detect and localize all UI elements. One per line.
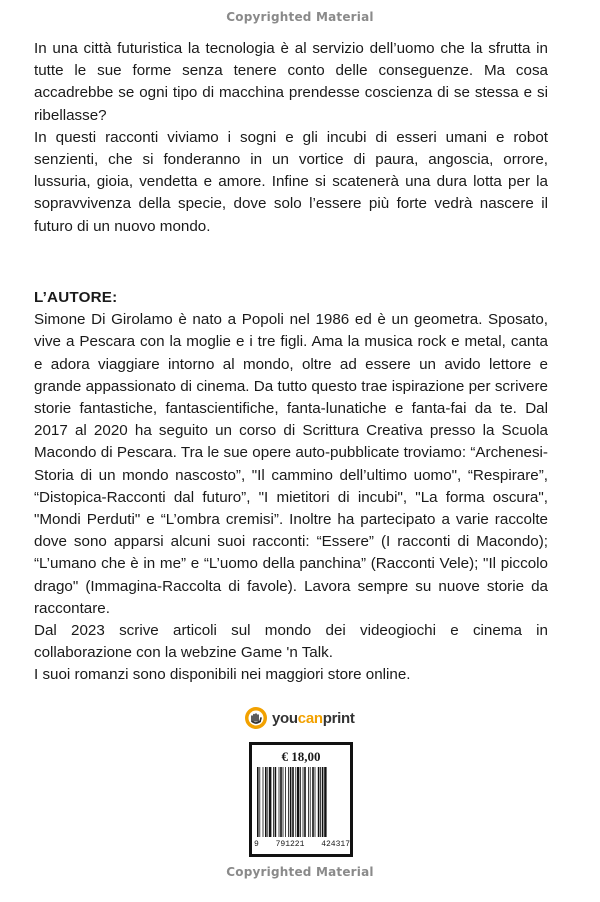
copyright-watermark-bottom: Copyrighted Material — [226, 865, 374, 879]
barcode-bar — [279, 767, 280, 837]
barcode-bar — [312, 767, 314, 837]
barcode-bar — [295, 767, 296, 837]
barcode-bar — [288, 767, 289, 837]
barcode-bar — [267, 767, 268, 837]
barcode-bar — [285, 767, 286, 837]
barcode-bar — [304, 767, 306, 837]
barcode-bar — [263, 767, 264, 837]
isbn-right-digits: 424317 — [321, 840, 350, 849]
barcode-bars — [256, 767, 348, 839]
barcode-bar — [283, 767, 284, 837]
barcode-bar — [275, 767, 277, 837]
author-bio-paragraph: I suoi romanzi sono disponibili nei maggiori store online. — [34, 666, 411, 684]
author-bio-paragraph: Simone Di Girolamo è nato a Popoli nel 1986 ed è un geometra. Sposato, vive a Pescara con la moglie e i tre figli. Ama la musica rock e metal, canta e adora viaggiare intorno al mondo, oltre ad essere un avido lettore e grande appassionato di cinema. Da tutto questo trae ispirazione per scrivere storie fantastiche, fantascientifiche, fanta-lunatiche e fanta-fai da te. Dal 2017 al 2020 ha seguito un corso di Scrittura Creativa presso la Scuola Macondo di Pescara. Tra le sue opere auto-pubblicate troviamo: “Archenesi-Storia di un mondo nascosto”, "Il cammino dell’ultimo uomo", “Respirare”, “Distopica-Racconti dal futuro”, "I mietitori di incubi", "La forma oscura", "Mondi Perduti" e “L’ombra cremisi”. Inoltre ha partecipato a varie raccolte dove sono apparsi alcuni suoi racconti: “Essere” (I racconti di Macondo); “L’umano che è in me” e “L’uomo della panchina” (Racconti Vele); "Il piccolo drago" (Immagina-Raccolta di favole). Lavora sempre su nuove storie da raccontare. — [34, 311, 548, 617]
barcode-bar — [318, 767, 320, 837]
isbn-digits — [254, 840, 350, 849]
barcode-bar — [300, 767, 301, 837]
synopsis-section — [34, 38, 548, 238]
barcode-bar — [290, 767, 292, 837]
author-bio-paragraph: Dal 2023 scrive articoli sul mondo dei videogiochi e cinema in collaborazione con la webzine Game 'n Talk. — [34, 622, 548, 662]
author-section — [34, 287, 548, 687]
synopsis-paragraph: In una città futuristica la tecnologia è al servizio dell’uomo che la sfrutta in tutte le sue forme senza tenere conto delle conseguenze. Ma cosa accadrebbe se ogni tipo di macchina prendesse coscienza di se stessa e si ribellasse? — [34, 40, 548, 124]
publisher-logo — [244, 705, 355, 731]
barcode-bar — [324, 767, 326, 837]
publisher-hand-icon — [244, 706, 268, 730]
barcode-bar — [269, 767, 271, 837]
barcode-bar — [315, 767, 316, 837]
price-label: € 18,00 — [281, 749, 321, 764]
publisher-name: youcanprint — [272, 709, 355, 727]
barcode-bar — [310, 767, 311, 837]
barcode-bar — [303, 767, 304, 837]
copyright-watermark-top: Copyrighted Material — [226, 10, 374, 24]
synopsis-paragraph: In questi racconti viviamo i sogni e gli incubi di esseri umani e robot senzienti, che si fonderanno in un vortice di paura, angoscia, orrore, lussuria, gioia, vendetta e amore. Infine si scatenerà una dura lotta per la sopravvivenza della specie, dove solo l’essere più forte vedrà nascere il futuro di un nuovo mondo. — [34, 128, 548, 235]
barcode-bar — [259, 767, 260, 837]
barcode-bar — [320, 767, 321, 837]
isbn-first-digit: 9 — [254, 840, 259, 849]
barcode-bar — [322, 767, 324, 837]
isbn-left-digits: 791221 — [275, 840, 305, 849]
barcode-bar — [280, 767, 282, 837]
barcode-bar — [308, 767, 309, 837]
barcode-bar — [273, 767, 274, 837]
barcode-bar — [297, 767, 299, 837]
isbn-barcode — [249, 742, 353, 857]
barcode-bar — [292, 767, 294, 837]
author-heading: L’AUTORE: — [34, 289, 118, 306]
barcode-bar — [265, 767, 267, 837]
barcode-bar — [257, 767, 259, 837]
